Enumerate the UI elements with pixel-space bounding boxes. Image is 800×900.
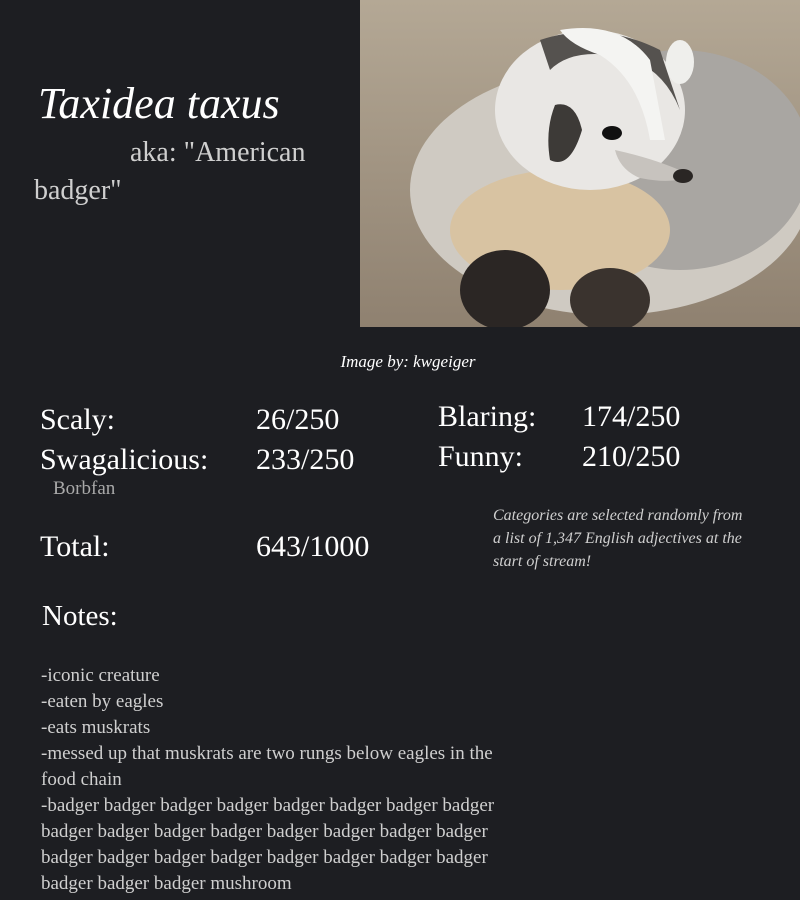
scientific-name-title: Taxidea taxus xyxy=(38,79,280,128)
badger-photo xyxy=(360,0,800,327)
categories-note: Categories are selected randomly from a list of 1,347 English adjectives at the start of stream! xyxy=(493,507,743,570)
note-item: -eaten by eagles xyxy=(41,691,164,712)
note-item: -iconic creature xyxy=(41,665,160,686)
common-name: aka: "American badger" xyxy=(34,137,306,206)
stat-label-swagalicious: Swagalicious: xyxy=(40,443,209,476)
stat-label-total: Total: xyxy=(40,530,110,563)
badger-illustration xyxy=(360,0,800,327)
note-item: -eats muskrats xyxy=(41,717,151,738)
stat-value-scaly: 26/250 xyxy=(256,403,340,436)
note-item: -badger badger badger badger badger badger badger badger badger badger badger badger badger badger badger badger badger badger badger badger badger badger badger badger badger badger badger mushroom xyxy=(41,795,495,894)
notes-heading: Notes: xyxy=(42,600,118,632)
stat-label-scaly: Scaly: xyxy=(40,403,115,436)
notes-list xyxy=(41,663,531,897)
stat-label-blaring: Blaring: xyxy=(438,400,537,433)
note-item: -messed up that muskrats are two rungs below eagles in the food chain xyxy=(41,743,493,790)
image-credit: Image by: kwgeiger xyxy=(340,352,476,371)
stat-value-funny: 210/250 xyxy=(582,440,681,473)
contributor-name: Borbfan xyxy=(53,478,116,499)
stat-value-blaring: 174/250 xyxy=(582,400,681,433)
stat-value-total: 643/1000 xyxy=(256,530,370,563)
stat-value-swagalicious: 233/250 xyxy=(256,443,355,476)
stat-label-funny: Funny: xyxy=(438,440,524,473)
